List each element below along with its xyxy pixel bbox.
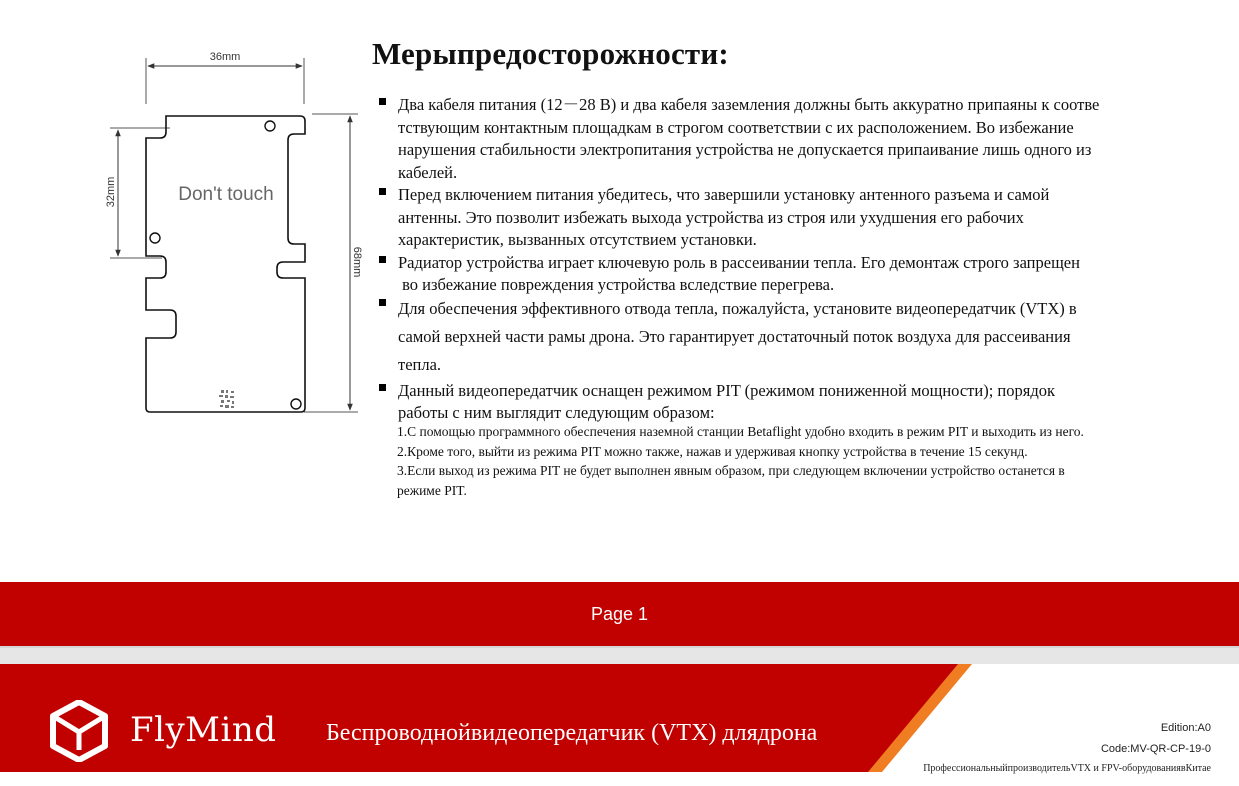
- upper-height-label: 32mm: [105, 176, 117, 208]
- brand-name: FlyMind: [130, 710, 277, 750]
- bullet-square-icon: [379, 98, 386, 105]
- precaution-line: Радиатор устройства играет ключевую роль в рассеивании тепла. Его демонтаж строго запрещен: [398, 252, 1080, 272]
- mounting-hole-left: [150, 233, 160, 243]
- precaution-item: [378, 295, 1208, 379]
- precaution-item: [378, 94, 1208, 184]
- precaution-line: антенны. Это позволит избежать выхода устройства из строя или ухудшения его рабочих: [398, 207, 1024, 227]
- precaution-line: нарушения стабильности электропитания устройства не допускается припаивание лишь одного из: [398, 140, 1092, 159]
- pit-note: 1.С помощью программного обеспечения наземной станции Betaflight удобно входить в режим PIT и выходить из него.: [397, 424, 1084, 439]
- mounting-hole-bottom-right: [291, 399, 301, 409]
- total-height-label: 68mm: [351, 246, 363, 278]
- bullet-square-icon: [379, 299, 386, 306]
- precaution-line: кабелей.: [398, 162, 458, 182]
- flymind-logo-icon: [50, 700, 108, 762]
- document-page-2: [0, 664, 1239, 786]
- precaution-item: [378, 184, 1208, 252]
- bullet-square-icon: [379, 384, 386, 391]
- mounting-hole-top-right: [265, 121, 275, 131]
- qr-code-mark: [219, 390, 234, 408]
- precaution-line: во избежание повреждения устройства вследствие перегрева.: [398, 275, 835, 294]
- precaution-line: тепла.: [398, 354, 442, 374]
- page-separator-line: [0, 646, 1239, 648]
- vtx-board-outline: [146, 116, 305, 412]
- edition-label: Edition:A0: [1160, 722, 1211, 734]
- dont-touch-label: Don't touch: [178, 184, 274, 205]
- width-label: 36mm: [209, 51, 241, 63]
- pit-mode-notes: [397, 422, 1207, 500]
- document-code-label: Code:MV-QR-CP-19-0: [1100, 743, 1211, 755]
- precaution-line: Для обеспечения эффективного отвода тепла, пожалуйста, установите видеопередатчик (VTX) в: [398, 298, 1077, 318]
- pit-note: 3.Если выход из режима PIT не будет выполнен явным образом, при следующем включении устройство останется в: [397, 463, 1065, 478]
- product-title: Беспроводнойвидеопередатчик (VTX) длядрона: [326, 720, 818, 746]
- pit-note: 2.Кроме того, выйти из режима PIT можно также, нажав и удерживая кнопку устройства в течение 15 секунд.: [397, 443, 1028, 459]
- precaution-line: работы с ним выглядит следующим образом:: [398, 403, 715, 422]
- precaution-line: тствующим контактным площадкам в строгом соответствии с их расположением. Во избежание: [398, 117, 1074, 137]
- bullet-square-icon: [379, 188, 386, 195]
- vtx-dimension-drawing: [100, 40, 370, 430]
- page-separator: [0, 646, 1239, 664]
- precaution-line: Данный видеопередатчик оснащен режимом PIT (режимом пониженной мощности); порядок: [398, 380, 1055, 400]
- precaution-item: [378, 252, 1208, 297]
- page-number-label: Page 1: [590, 603, 649, 624]
- page-footer-band: [0, 582, 1239, 646]
- manufacturer-tagline: ПрофессиональныйпроизводительVTX и FPV-оборудованиявКитае: [923, 763, 1211, 774]
- precaution-line: Перед включением питания убедитесь, что завершили установку антенного разъема и самой: [398, 185, 1050, 204]
- precautions-title: Мерыпредосторожности:: [372, 36, 729, 71]
- precaution-line: характеристик, вызванных отсутствием установки.: [398, 230, 757, 249]
- precaution-item: [378, 380, 1208, 425]
- precautions-list: [378, 94, 1208, 425]
- precaution-line: Два кабеля питания (12－28 В) и два кабеля заземления должны быть аккуратно припаяны к соотве: [398, 95, 1100, 114]
- pit-note: режиме PIT.: [397, 482, 467, 498]
- bullet-square-icon: [379, 256, 386, 263]
- precaution-line: самой верхней части рамы дрона. Это гарантирует достаточный поток воздуха для рассеивания: [398, 326, 1071, 346]
